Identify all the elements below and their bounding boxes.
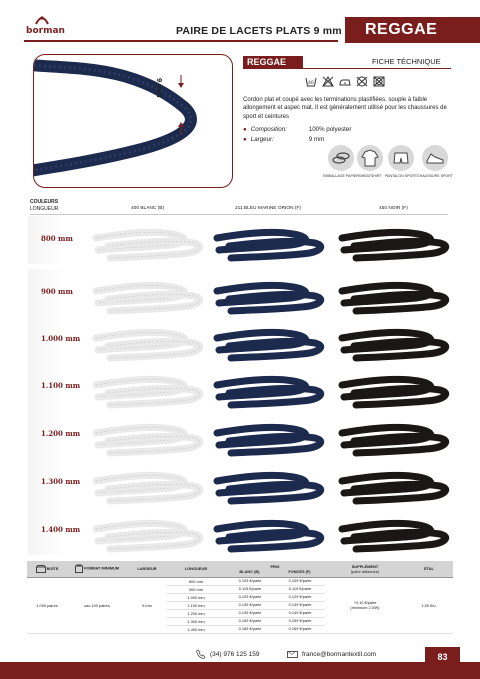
footer-phone[interactable]: (34) 976 125 159 <box>210 651 260 658</box>
length-cell: 1.400 mm <box>167 626 225 634</box>
price-dark: 0,149 €/paire <box>288 609 312 615</box>
sweatshirt-icon <box>357 145 383 171</box>
usage-label: PANTALON SPORT <box>384 174 418 178</box>
length-cell: 1.300 mm <box>167 618 225 626</box>
product-description: Cordon plat et coupé avec les terminations plastifiées, souple à faible allongement et aspec mat. Il est généralement utilisé pour les chaussures de sport et ceintures <box>243 97 447 120</box>
black-lace-image <box>336 269 452 317</box>
price-cell <box>225 602 325 610</box>
price-cell <box>225 578 325 586</box>
supplement-cell <box>325 577 405 634</box>
iron-icon <box>339 74 351 85</box>
box-icon <box>36 565 46 573</box>
price-white: 0,125 €/paire <box>238 593 262 599</box>
navy-lace-image <box>211 316 327 364</box>
colors-header <box>30 199 58 213</box>
spec-name: REGGAE <box>243 56 303 69</box>
usage-sneaker <box>415 145 455 178</box>
sneaker-icon <box>422 145 448 171</box>
navy-lace-image <box>211 269 327 317</box>
product-photo <box>33 54 233 188</box>
format-header-label: FORMAT MINIMUM <box>84 565 120 571</box>
supplement-value: +0,10 €/paire <box>353 600 377 606</box>
supplement-min: (minimum 2.00€) <box>350 605 380 611</box>
white-lace-image <box>90 216 206 264</box>
lace-row <box>28 459 463 507</box>
logo-mark-icon <box>34 14 50 26</box>
lace-closeup-image <box>34 55 233 188</box>
black-lace-image <box>336 216 452 264</box>
footer-bar <box>0 662 480 679</box>
navy-lace-image <box>211 459 327 507</box>
lace-row <box>28 363 463 411</box>
length-cell: 800 mm <box>167 577 225 586</box>
color-white-header: 400 BLANC (B) <box>131 206 165 211</box>
lace-row <box>28 507 463 555</box>
dimension-label: 9 mm <box>155 78 164 98</box>
price-dark: 0,109 €/paire <box>288 577 312 583</box>
supplement-header-label: SUPPLÉMENT <box>351 563 379 569</box>
lace-row <box>28 411 463 459</box>
white-lace-image <box>90 411 206 459</box>
white-lace-image <box>90 363 206 411</box>
phone-icon <box>196 649 206 659</box>
price-dark: 0,119 €/paire <box>288 585 312 591</box>
spec-divider <box>303 68 451 69</box>
lace-row <box>28 216 463 264</box>
price-white: 0,155 €/paire <box>238 617 262 623</box>
product-tag: REGGAE <box>345 17 480 43</box>
price-cell <box>225 586 325 594</box>
price-dark: 0,169 €/paire <box>288 625 312 631</box>
box-cell: 1.000 paires <box>27 577 67 634</box>
length-label: 1.000 mm <box>41 334 81 343</box>
width-label: Largeur: <box>250 136 274 143</box>
usage-label: EMBALLAGE PAPIER <box>323 174 359 178</box>
price-table-header <box>27 561 453 577</box>
wash-40-icon <box>305 74 317 85</box>
length-label: 1.300 mm <box>41 477 81 486</box>
price-dark-header: FONCÉS (F) <box>288 568 311 574</box>
price-cell <box>225 594 325 602</box>
price-white: 0,165 €/paire <box>238 625 262 631</box>
brand-name: borman <box>26 26 65 36</box>
format-header <box>67 561 127 577</box>
price-dark: 0,129 €/paire <box>288 593 312 599</box>
page-number: 83 <box>425 647 460 667</box>
page-title: PAIRE DE LACETS PLATS 9 mm <box>176 25 342 37</box>
navy-lace-image <box>211 216 327 264</box>
white-lace-image <box>90 316 206 364</box>
length-cell: 900 mm <box>167 586 225 594</box>
color-black-header: 450 NOIR (F) <box>379 206 408 211</box>
width-value: 9 mm <box>308 136 325 143</box>
lace-row <box>28 269 463 317</box>
brand-logo <box>24 14 74 36</box>
price-white: 0,115 €/paire <box>238 585 262 591</box>
stage-cell: 1,50 €/u. <box>405 577 453 634</box>
length-cell: 1.200 mm <box>167 610 225 618</box>
price-cell <box>225 618 325 626</box>
bullet-icon: ● <box>243 126 247 133</box>
navy-lace-image <box>211 363 327 411</box>
spec-bullets <box>243 125 351 145</box>
length-label: LONGUEUR <box>30 206 59 212</box>
width-header: LARGEUR <box>127 561 167 577</box>
price-dark: 0,139 €/paire <box>288 601 312 607</box>
length-label: 800 mm <box>41 234 73 243</box>
bag-icon <box>75 564 83 573</box>
length-cell: 1.000 mm <box>167 594 225 602</box>
price-header <box>225 561 325 577</box>
shorts-icon <box>388 145 414 171</box>
bullet-icon: ● <box>243 136 247 143</box>
composition-label: Composition: <box>250 126 287 133</box>
format-cell: sac 100 paires <box>67 577 127 634</box>
no-tumble-dry-icon <box>373 74 385 85</box>
colors-divider <box>30 214 448 215</box>
colors-label: COULEURS <box>30 199 59 205</box>
footer-email[interactable]: france@bormantextil.com <box>302 651 377 658</box>
black-lace-image <box>336 363 452 411</box>
white-lace-image <box>90 269 206 317</box>
care-symbols <box>305 74 385 86</box>
usage-label: SWEATSHIRT <box>358 174 382 178</box>
no-dryclean-icon <box>356 74 368 85</box>
composition-value: 100% polyester <box>308 126 352 133</box>
white-lace-image <box>90 459 206 507</box>
header-divider <box>24 40 338 42</box>
price-table-body <box>27 577 453 634</box>
width-cell: 9 mm <box>127 577 167 634</box>
price-table <box>27 561 453 634</box>
supplement-header <box>325 561 405 577</box>
box-header <box>27 561 67 577</box>
length-header: LONGUEUR <box>167 561 225 577</box>
color-navy-header: 211 BLEU MARINE ORION (F) <box>235 206 302 211</box>
price-cell <box>225 626 325 634</box>
table-row <box>27 577 453 586</box>
navy-lace-image <box>211 411 327 459</box>
svg-text:40: 40 <box>308 81 314 86</box>
box-header-label: BOÎTE <box>46 565 59 571</box>
spec-sheet-label: FICHE TÉCHNIQUE <box>372 57 441 66</box>
mail-icon <box>287 651 298 658</box>
price-white: 0,105 €/paire <box>238 577 262 583</box>
lace-row <box>28 316 463 364</box>
length-label: 1.200 mm <box>41 429 81 438</box>
navy-lace-image <box>211 507 327 555</box>
price-cell <box>225 610 325 618</box>
length-label: 900 mm <box>41 287 73 296</box>
price-header-label: PRIX <box>270 563 280 569</box>
length-cell: 1.100 mm <box>167 602 225 610</box>
supplement-header-sub: (paire détachée) <box>350 568 380 574</box>
length-label: 1.100 mm <box>41 381 81 390</box>
black-lace-image <box>336 507 452 555</box>
price-dark: 0,159 €/paire <box>288 617 312 623</box>
no-bleach-icon <box>322 74 334 85</box>
length-label: 1.400 mm <box>41 525 81 534</box>
price-white: 0,145 €/paire <box>238 609 262 615</box>
black-lace-image <box>336 316 452 364</box>
price-white: 0,135 €/paire <box>238 601 262 607</box>
usage-label: CHAUSSURE SPORT <box>417 174 453 178</box>
white-lace-image <box>90 507 206 555</box>
price-white-header: BLANC (B) <box>239 568 260 574</box>
black-lace-image <box>336 459 452 507</box>
black-lace-image <box>336 411 452 459</box>
stage-header: ÉTAL <box>405 561 453 577</box>
